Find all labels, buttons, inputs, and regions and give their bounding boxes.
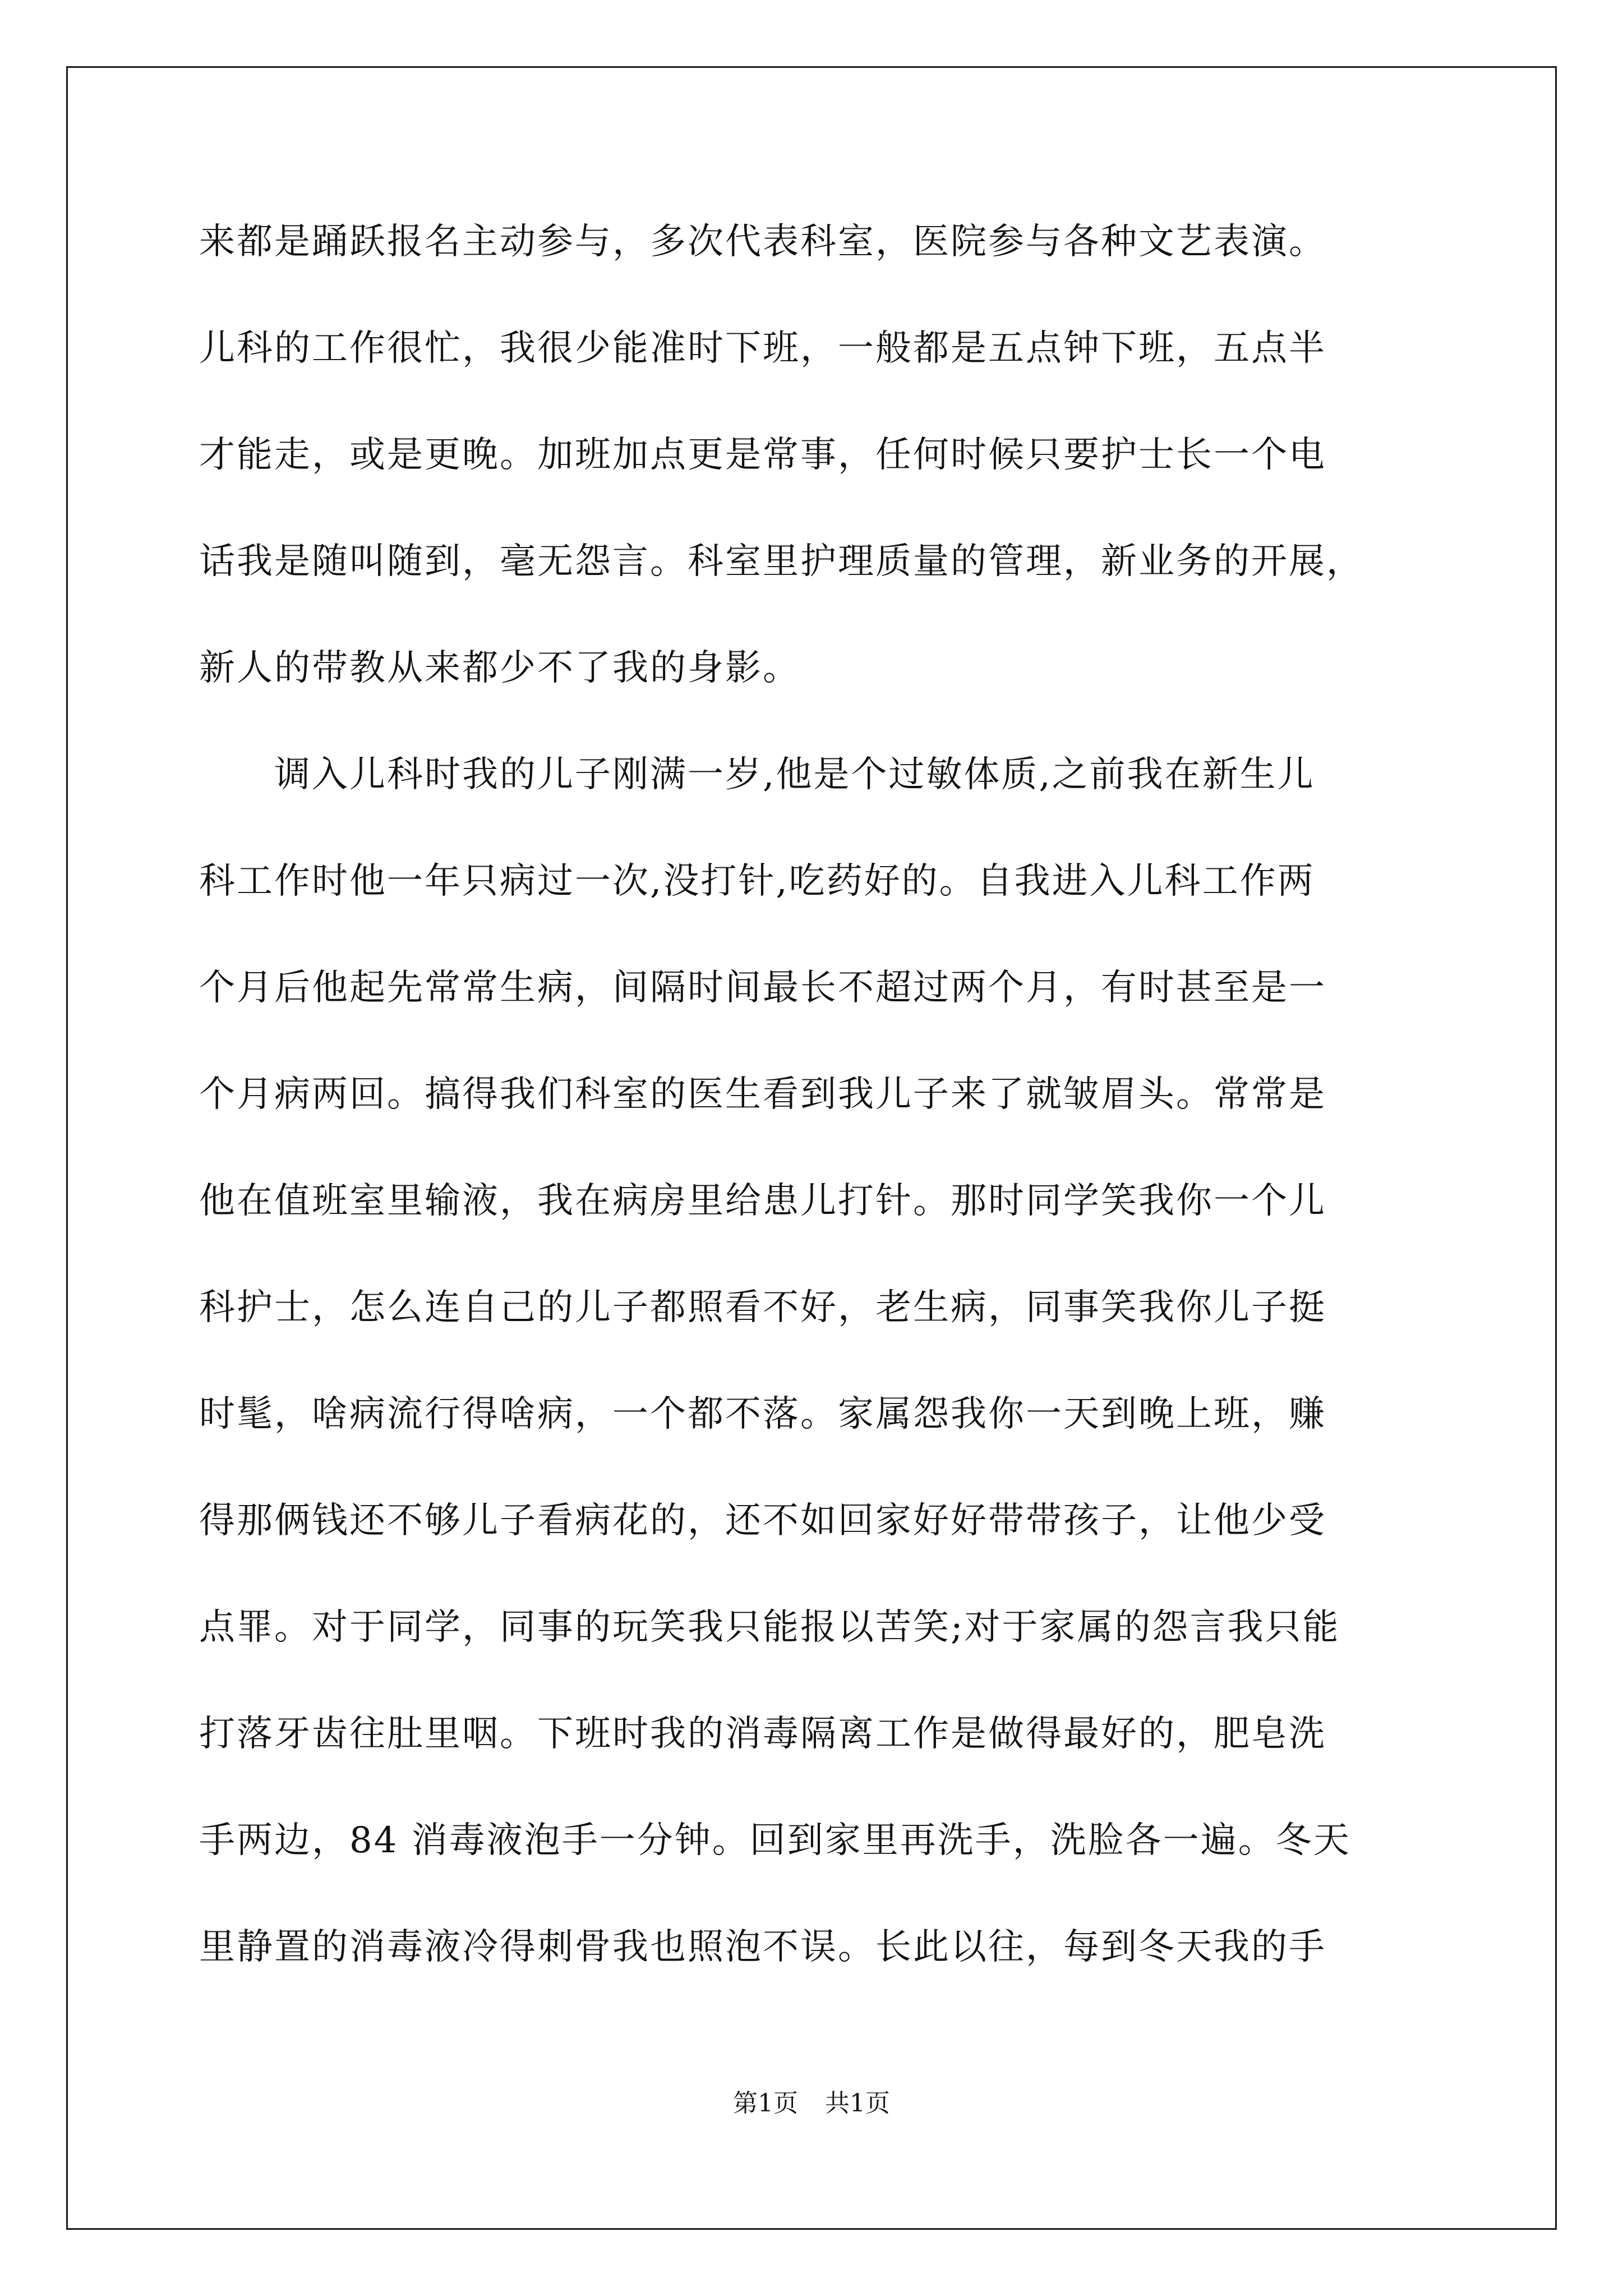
page-footer bbox=[0, 2087, 1623, 2120]
text-line: 里静置的消毒液冷得刺骨我也照泡不误。长此以往，每到冬天我的手 bbox=[199, 1926, 1326, 1968]
text-line: 来都是踊跃报名主动参与，多次代表科室，医院参与各种文艺表演。 bbox=[199, 221, 1326, 263]
text-line: 科工作时他一年只病过一次,没打针,吃药好的。自我进入儿科工作两 bbox=[199, 861, 1315, 902]
text-line: 得那俩钱还不够儿子看病花的，还不如回家好好带带孩子，让他少受 bbox=[199, 1500, 1326, 1542]
text-line: 手两边，84 消毒液泡手一分钟。回到家里再洗手，洗脸各一遍。冬天 bbox=[199, 1820, 1351, 1861]
text-line: 儿科的工作很忙，我很少能准时下班，一般都是五点钟下班，五点半 bbox=[199, 328, 1326, 369]
page-number: 第1页 bbox=[733, 2089, 798, 2118]
page-total: 共1页 bbox=[825, 2089, 890, 2118]
text-line: 点罪。对于同学，同事的玩笑我只能报以苦笑;对于家属的怨言我只能 bbox=[199, 1607, 1340, 1648]
text-line: 调入儿科时我的儿子刚满一岁,他是个过敏体质,之前我在新生儿 bbox=[199, 754, 1315, 795]
text-line: 话我是随叫随到，毫无怨言。科室里护理质量的管理，新业务的开展， bbox=[199, 541, 1364, 582]
text-line: 才能走，或是更晚。加班加点更是常事，任何时候只要护士长一个电 bbox=[199, 434, 1326, 476]
text-line: 他在值班室里输液，我在病房里给患儿打针。那时同学笑我你一个儿 bbox=[199, 1180, 1326, 1222]
page-border bbox=[66, 66, 1557, 2230]
text-line: 科护士，怎么连自己的儿子都照看不好，老生病，同事笑我你儿子挺 bbox=[199, 1287, 1326, 1328]
text-line: 时髦，啥病流行得啥病，一个都不落。家属怨我你一天到晚上班，赚 bbox=[199, 1393, 1326, 1435]
text-line: 个月病两回。搞得我们科室的医生看到我儿子来了就皱眉头。常常是 bbox=[199, 1074, 1326, 1115]
text-line: 个月后他起先常常生病，间隔时间最长不超过两个月，有时甚至是一 bbox=[199, 967, 1326, 1009]
text-line: 打落牙齿往肚里咽。下班时我的消毒隔离工作是做得最好的，肥皂洗 bbox=[199, 1713, 1326, 1755]
text-line: 新人的带教从来都少不了我的身影。 bbox=[199, 647, 800, 689]
